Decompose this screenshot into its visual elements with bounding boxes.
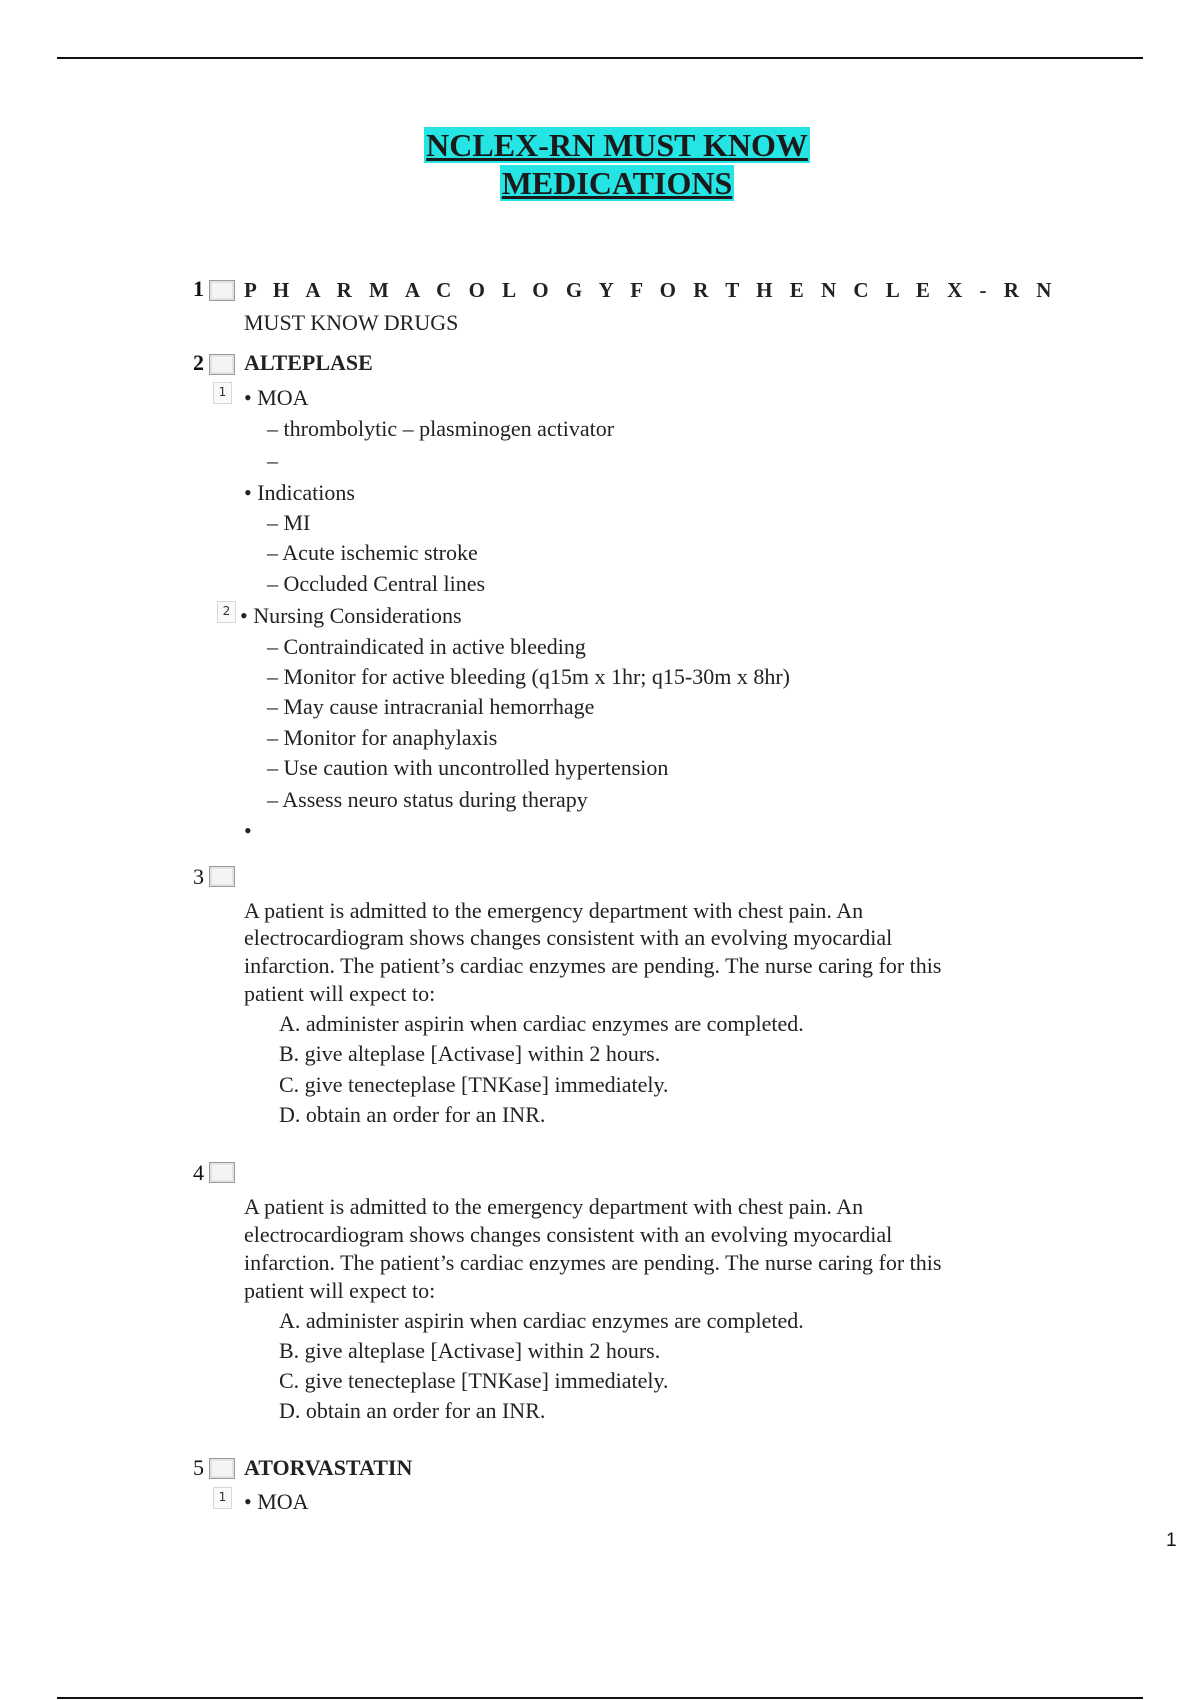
trailing-bullet: • [244,818,252,843]
answer-option: A. administer aspirin when cardiac enzymes are completed. [279,1011,804,1036]
question-line: A patient is admitted to the emergency department with chest pain. An [244,1194,864,1219]
nursing-item: – Contraindicated in active bleeding [267,634,586,659]
page-number: 1 [1166,1530,1177,1551]
animation-order-badge: 1 [213,1487,232,1509]
animation-order-badge: 1 [213,382,232,404]
slide-1-subheading: MUST KNOW DRUGS [244,310,459,335]
answer-option: B. give alteplase [Activase] within 2 hours. [279,1338,661,1363]
title-line-2: MEDICATIONS [501,165,733,201]
indication-item: – Acute ischemic stroke [267,540,478,565]
bottom-rule [57,1697,1143,1699]
answer-option: A. administer aspirin when cardiac enzymes are completed. [279,1308,804,1333]
nursing-item: – Monitor for active bleeding (q15m x 1hr; q15-30m x 8hr) [267,664,791,689]
slide-number-1: 1 [193,276,204,301]
question-line: electrocardiogram shows changes consistent with an evolving myocardial [244,925,893,950]
slide-number-3: 3 [193,864,204,889]
moa-label: • MOA [244,1489,309,1514]
top-rule [57,57,1143,59]
answer-option: D. obtain an order for an INR. [279,1102,546,1127]
slide-number-4: 4 [193,1160,204,1185]
moa-item: – [267,448,278,473]
slide-thumbnail-icon [209,1458,235,1479]
answer-option: D. obtain an order for an INR. [279,1398,546,1423]
nursing-item: – Assess neuro status during therapy [267,787,588,812]
question-line: infarction. The patient’s cardiac enzymes are pending. The nurse caring for this [244,953,942,978]
slide-thumbnail-icon [209,866,235,887]
indication-item: – Occluded Central lines [267,571,486,596]
nursing-item: – Use caution with uncontrolled hypertension [267,755,669,780]
indications-label: • Indications [244,480,355,505]
slide-thumbnail-icon [209,1162,235,1183]
question-line: electrocardiogram shows changes consistent with an evolving myocardial [244,1222,893,1247]
animation-order-badge: 2 [217,601,236,623]
title-line-1: NCLEX-RN MUST KNOW [426,127,808,163]
indication-item: – MI [267,510,311,535]
slide-number-2: 2 [193,350,204,375]
answer-option: B. give alteplase [Activase] within 2 hours. [279,1041,661,1066]
slide-1-heading: P H A R M A C O L O G Y F O R T H E N C L E X - R N [244,278,1058,302]
slide-thumbnail-icon [209,280,235,301]
question-line: patient will expect to: [244,981,436,1006]
slide-2-heading: ALTEPLASE [244,350,373,375]
answer-option: C. give tenecteplase [TNKase] immediately. [279,1368,669,1393]
slide-5-heading: ATORVASTATIN [244,1455,413,1480]
moa-item: – thrombolytic – plasminogen activator [267,416,615,441]
question-line: A patient is admitted to the emergency department with chest pain. An [244,898,864,923]
question-line: infarction. The patient’s cardiac enzymes are pending. The nurse caring for this [244,1250,942,1275]
slide-number-5: 5 [193,1455,204,1480]
answer-option: C. give tenecteplase [TNKase] immediately. [279,1072,669,1097]
moa-label: • MOA [244,385,309,410]
nursing-label: • Nursing Considerations [240,603,462,628]
nursing-item: – Monitor for anaphylaxis [267,725,498,750]
question-line: patient will expect to: [244,1278,436,1303]
document-title [0,126,1200,202]
slide-thumbnail-icon [209,354,235,375]
nursing-item: – May cause intracranial hemorrhage [267,694,595,719]
